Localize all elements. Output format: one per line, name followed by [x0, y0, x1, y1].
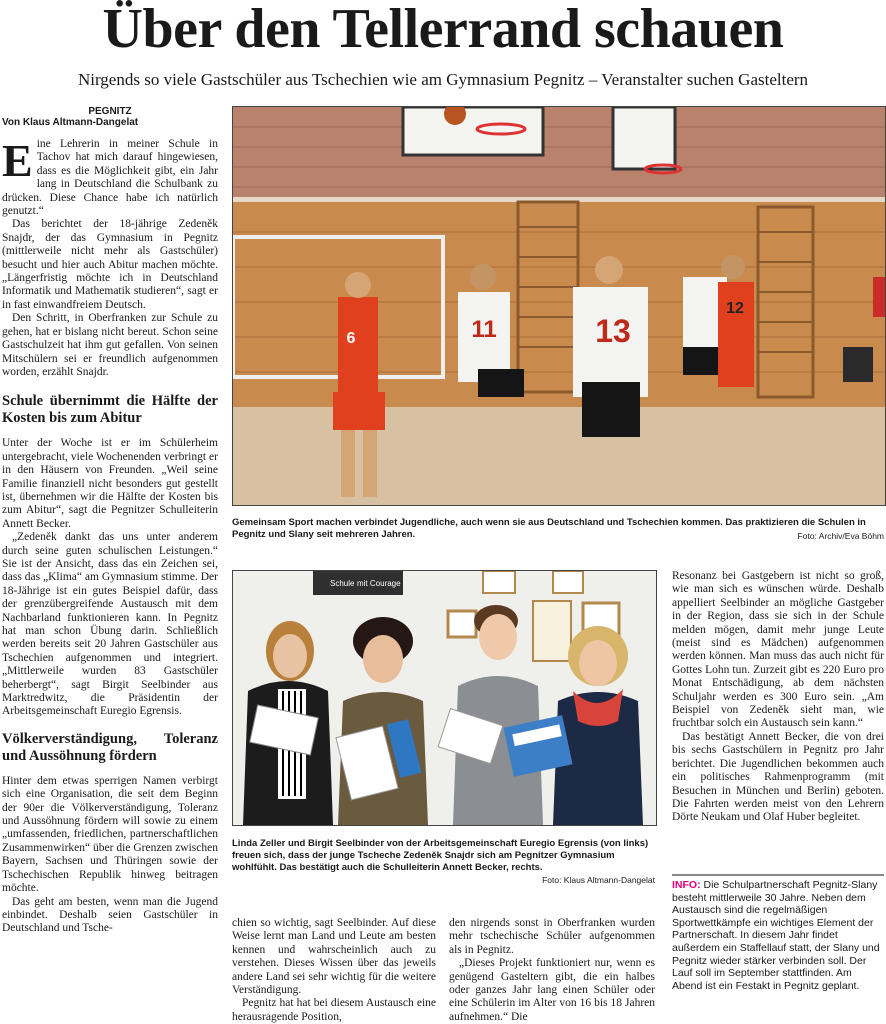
drop-cap: E — [2, 135, 33, 186]
jersey-number-c: 12 — [726, 300, 744, 317]
photo-group — [232, 570, 657, 826]
caption-text: Gemeinsam Sport machen verbindet Jugendliche, auch wenn sie aus Deutschland und Tschechien kommen. Das praktizieren die Schulen in Pegnitz und Slany seit mehreren Jahren. — [232, 517, 866, 540]
sign-text: mit Courage — [357, 579, 401, 588]
info-box — [672, 874, 884, 992]
article-body-col3 — [449, 917, 655, 1024]
author: Von Klaus Altmann-Dangelat — [2, 117, 139, 128]
article-body-col2 — [232, 917, 436, 1024]
paragraph: chien so wichtig, sagt Seelbinder. Auf diese Weise lernt man Land und Leute am besten kennen und wahrscheinlich auch zu verstehen. Dieses Wissen über das jeweils andere Land sei sehr wichtig für die weitere Verständigung. — [232, 917, 436, 997]
article-body-col4 — [672, 570, 884, 825]
photo-credit: Foto: Archiv/Eva Böhm — [797, 531, 884, 541]
paragraph: Unter der Woche ist er im Schülerheim untergebracht, viele Wochenenden verbringt er in den Häusern von Freunden. „Weil seine Familie finanziell nicht besonders gut gestellt ist, übernehmen wir die Hälfte der Kosten bis zum Abitur“, sagt die Pegnitzer Schulleiterin Annett Becker. — [2, 437, 218, 530]
photo2-caption — [232, 838, 655, 886]
intro-paragraph: ine Lehrerin in meiner Schule in Tachov hat mich darauf hingewiesen, dass es die Möglichkeit gibt, ein Jahr lang in Deutschland die Schulbank zu drücken. Diese Chance habe ich natürlich genutzt.“ — [2, 138, 218, 218]
paragraph: den nirgends sonst in Oberfranken wurden mehr tschechische Schüler aufgenommen als in Pegnitz. — [449, 917, 655, 956]
photo-basketball — [232, 106, 886, 506]
paragraph: Hinter dem etwas sperrigen Namen verbirgt sich eine Organisation, die seit dem Beginn der 90er die Völkerverständigung, Toleranz und Aussöhnung fördern will sowie zu einem „umfassenden, friedlichen, partnerschaftlichen Zusammenwirken“ über die Grenzen zwischen Bayern, Sachsen und Thüringen sowie der Tschechischen Republik hinweg beitragen möchte. — [2, 774, 218, 895]
photo-credit: Foto: Klaus Altmann-Dangelat — [542, 875, 655, 885]
photo1-caption — [232, 517, 884, 542]
paragraph: „Zedeněk dankt das uns unter anderem durch seine guten schulischen Leistungen.“ Sie ist der Ansicht, dass das ein Zeichen sei, dass das „Klima“ am Gymnasium stimme. Der 18-Jährige ist ein gutes Beispiel dafür, dass der grenzübergreifende Austausch mit dem Nachbarland funktionieren kann. In Pegnitz hat man schon Übung darin. Schließlich werden bereits seit 20 Jahren Gastschüler aus Tschechien aufgenommen und integriert. „Mittlerweile wurden 83 Gastschüler beherbergt“, sagt Birgit Seelbinder aus Marktredwitz, die Präsidentin der Arbeitsgemeinschaft Euregio Egrensis. — [2, 531, 218, 718]
article-body-col1 — [2, 135, 218, 936]
subline: Nirgends so viele Gastschüler aus Tschechien wie am Gymnasium Pegnitz – Veranstalter suchen Gasteltern — [77, 70, 809, 89]
jersey-number-b: 13 — [595, 313, 631, 349]
sign-text: Schule — [330, 579, 355, 588]
info-label: INFO: — [672, 879, 701, 891]
jersey-number-a: 11 — [471, 316, 497, 343]
headline: Über den Tellerrand schauen — [102, 0, 784, 60]
caption-text: Linda Zeller und Birgit Seelbinder von der Arbeitsgemeinschaft Euregio Egrensis (von links) freuen sich, dass der junge Tscheche Zedeněk Snajdr sich am Pegnitzer Gymnasium wohlfühlt. Das bestätigt auch die Schulleiterin Annett Becker, rechts. — [232, 838, 649, 873]
paragraph: Den Schritt, in Oberfranken zur Schule zu gehen, hat er bislang nicht bereut. Schon seine Gastschulzeit hat ihm gut gefallen. Von seinen Mitschülern sei er freundlich aufgenommen worden, erzählt Snajdr. — [2, 312, 218, 378]
paragraph: Das geht am besten, wenn man die Jugend einbindet. Deshalb seien Gastschüler in Deutschland und Tsche- — [2, 895, 218, 935]
paragraph: Resonanz bei Gastgebern ist nicht so groß, wie man sich es wünschen würde. Deshalb appelliert Seelbinder an mögliche Gastgeber in der Region, dass sie sich in der Schule melden mögen, damit mehr junge Leute (meist sind es Mädchen) aufgenommen werden können. Man muss das auch nicht für Gottes Lohn tun. Zurzeit gibt es 220 Euro pro Monat Entschädigung, ab dem nächsten Schuljahr werden es 300 Euro sein. „Am Beispiel von Zedeněk sieht man, wie fruchtbar solch ein Austausch sein kann.“ — [672, 570, 884, 730]
column-1 — [2, 106, 218, 936]
paragraph: „Dieses Projekt funktioniert nur, wenn es genügend Gasteltern gibt, die ein halbes oder ganzes Jahr lang einen Schüler oder eine Schülerin im Alter von 16 bis 18 Jahren aufnehmen.“ Die — [449, 957, 655, 1023]
paragraph: Das berichtet der 18-jährige Zedeněk Snajdr, der das Gymnasium in Pegnitz (mittlerweile nicht mehr als Gastschüler) besucht und hier auch Abitur machen möchte. „Längerfristig möchte ich in Deutschland Informatik und Mathematik studieren“, sagt er in fast einwandfreiem Deutsch. — [2, 218, 218, 311]
subheading: Völkerverständigung, Toleranz und Aussöhnung fördern — [2, 730, 218, 764]
jersey-number-d: 6 — [346, 330, 356, 347]
paragraph: Das bestätigt Annett Becker, die von drei bis sechs Gastschülern in Pegnitz pro Jahr berichtet. Die Jugendlichen bekommen auch ein politisches Rahmenprogramm (mit Besuchen in München und Berlin) geboten. Die Fahrten werden meist von den Lehrern Dörte Neukam und Olaf Huber begleitet. — [672, 730, 884, 824]
dateline: PEGNITZ — [88, 106, 132, 117]
paragraph: Pegnitz hat hat bei diesem Austausch eine herausragende Position, — [232, 997, 436, 1023]
subheading: Schule übernimmt die Hälfte der Kosten bis zum Abitur — [2, 393, 218, 427]
info-text: Die Schulpartnerschaft Pegnitz-Slany besteht mittlerweile 30 Jahre. Neben dem Austausch sind die regelmäßigen Sportwettkämpfe ein wichtiges Element der Partnerschaft. In diesem Jahr findet außerdem ein Staffellauf statt, der Slany und Pegnitz wieder stärker verbinden soll. Der Lauf soll im September stattfinden. Am Abend ist ein Festakt in Pegnitz geplant. — [672, 879, 880, 992]
